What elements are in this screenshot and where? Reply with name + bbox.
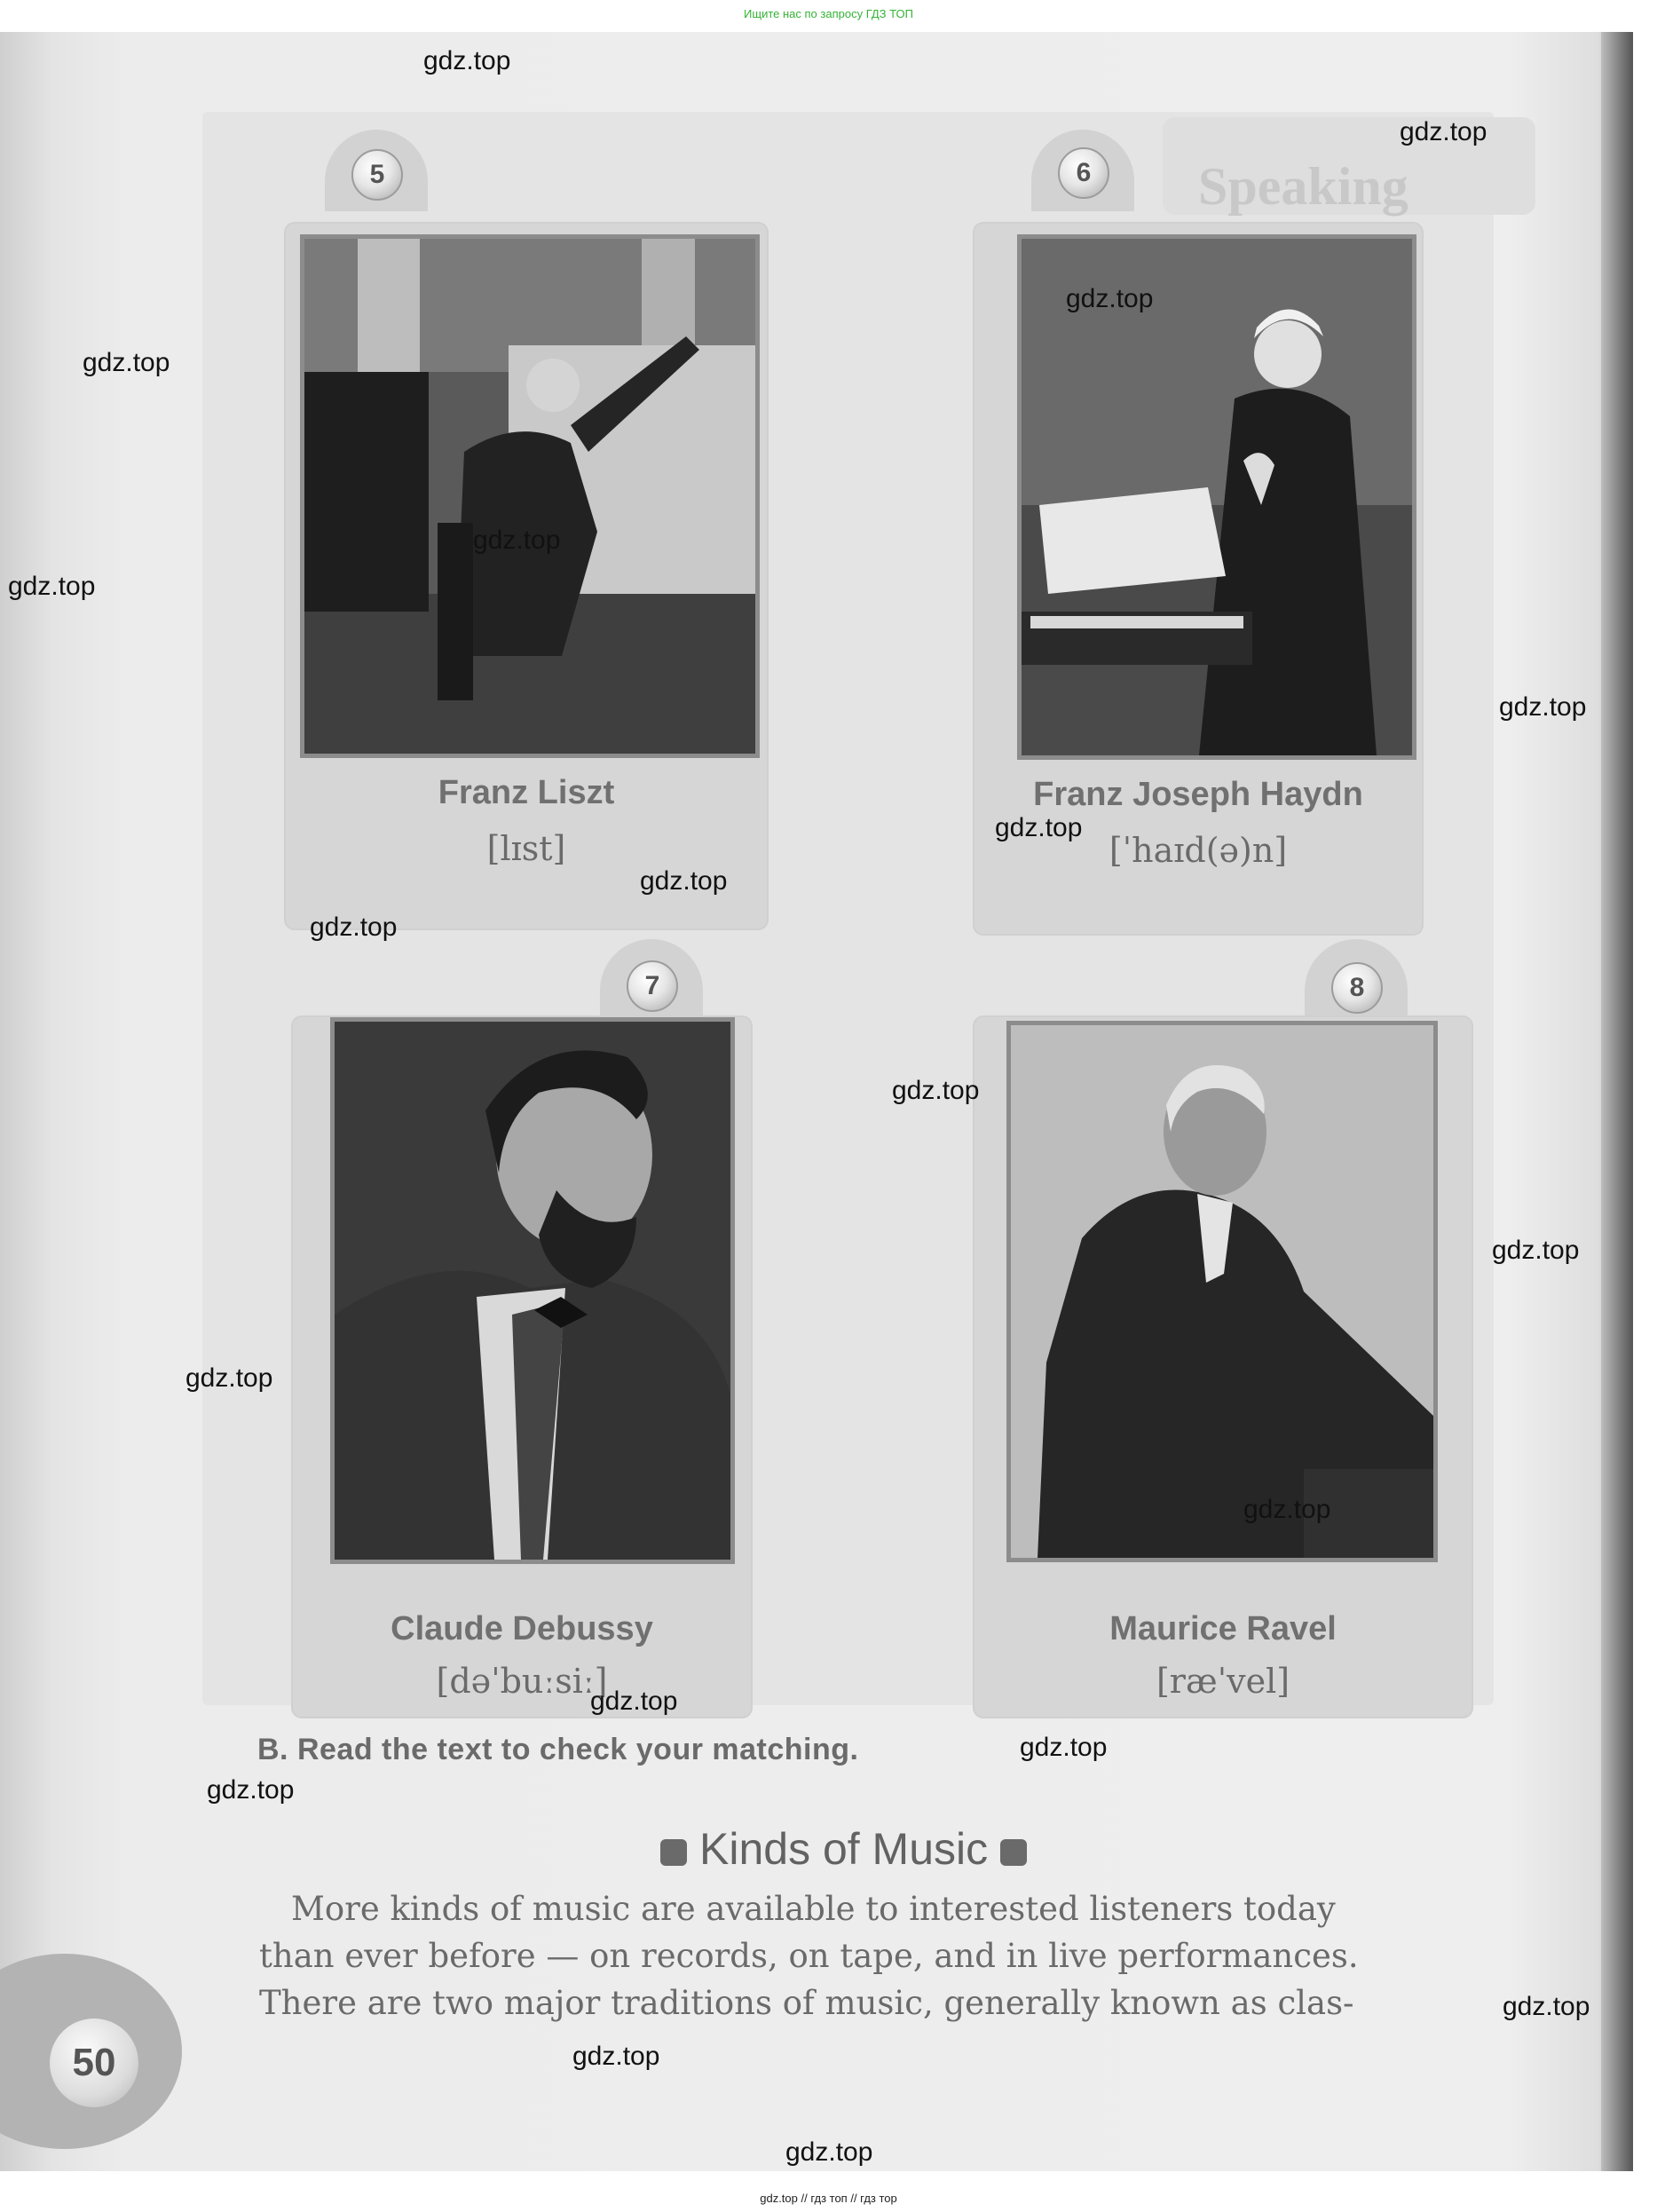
watermark: gdz.top xyxy=(572,2042,660,2071)
square-bullet-icon xyxy=(660,1839,687,1866)
watermark: gdz.top xyxy=(1066,284,1154,313)
pronunciation-5: [lɪst] xyxy=(486,829,566,868)
section-title-text: Kinds of Music xyxy=(699,1824,989,1874)
watermark: gdz.top xyxy=(423,46,511,75)
portrait-liszt xyxy=(300,234,760,758)
bottom-banner[interactable]: gdz.top // гдз топ // гдз тор xyxy=(760,2192,897,2205)
composer-name-8: Maurice Ravel xyxy=(1109,1610,1337,1647)
composer-name-5: Franz Liszt xyxy=(438,774,615,811)
body-line: than ever before — on records, on tape, and in live performances. xyxy=(259,1937,1359,1975)
page-spine xyxy=(1601,32,1633,2171)
watermark: gdz.top xyxy=(207,1775,295,1805)
watermark: gdz.top xyxy=(185,1363,273,1393)
section-title xyxy=(648,1823,1039,1875)
body-line: There are two major traditions of music, generally known as clas- xyxy=(259,1984,1354,2022)
body-paragraph xyxy=(259,1885,1528,2026)
portrait-debussy xyxy=(330,1017,735,1564)
watermark: gdz.top xyxy=(892,1076,980,1105)
watermark: gdz.top xyxy=(785,2137,873,2167)
body-line: More kinds of music are available to interested listeners today xyxy=(291,1890,1336,1928)
watermark: gdz.top xyxy=(590,1687,678,1716)
watermark: gdz.top xyxy=(1503,1992,1590,2021)
pronunciation-6: [ˈhaɪd(ə)n] xyxy=(1109,831,1288,870)
watermark: gdz.top xyxy=(310,912,398,942)
composer-name-7: Claude Debussy xyxy=(391,1610,653,1647)
top-banner[interactable]: Ищите нас по запросу ГДЗ ТОП xyxy=(0,0,1657,28)
number-badge-5: 5 xyxy=(351,149,403,201)
pronunciation-7: [dəˈbuːsiː] xyxy=(436,1662,608,1701)
page-number: 50 xyxy=(50,2018,138,2107)
watermark: gdz.top xyxy=(995,813,1083,842)
watermark: gdz.top xyxy=(473,525,561,555)
number-badge-7: 7 xyxy=(627,960,678,1012)
watermark: gdz.top xyxy=(8,572,96,601)
task-instruction: B. Read the text to check your matching. xyxy=(257,1733,859,1766)
portrait-ravel xyxy=(1006,1021,1438,1562)
square-bullet-icon xyxy=(1000,1839,1027,1866)
watermark: gdz.top xyxy=(1020,1733,1108,1762)
number-badge-8: 8 xyxy=(1331,962,1383,1014)
watermark: gdz.top xyxy=(1499,692,1587,722)
ghost-heading: Speaking xyxy=(1198,157,1408,216)
watermark: gdz.top xyxy=(1243,1495,1331,1524)
composer-name-6: Franz Joseph Haydn xyxy=(1033,776,1363,813)
watermark: gdz.top xyxy=(1492,1236,1580,1265)
watermark: gdz.top xyxy=(640,866,728,896)
textbook-page xyxy=(0,32,1633,2171)
watermark: gdz.top xyxy=(83,348,170,377)
pronunciation-8: [ræˈvel] xyxy=(1156,1662,1290,1701)
number-badge-6: 6 xyxy=(1058,147,1109,199)
watermark: gdz.top xyxy=(1400,117,1487,146)
